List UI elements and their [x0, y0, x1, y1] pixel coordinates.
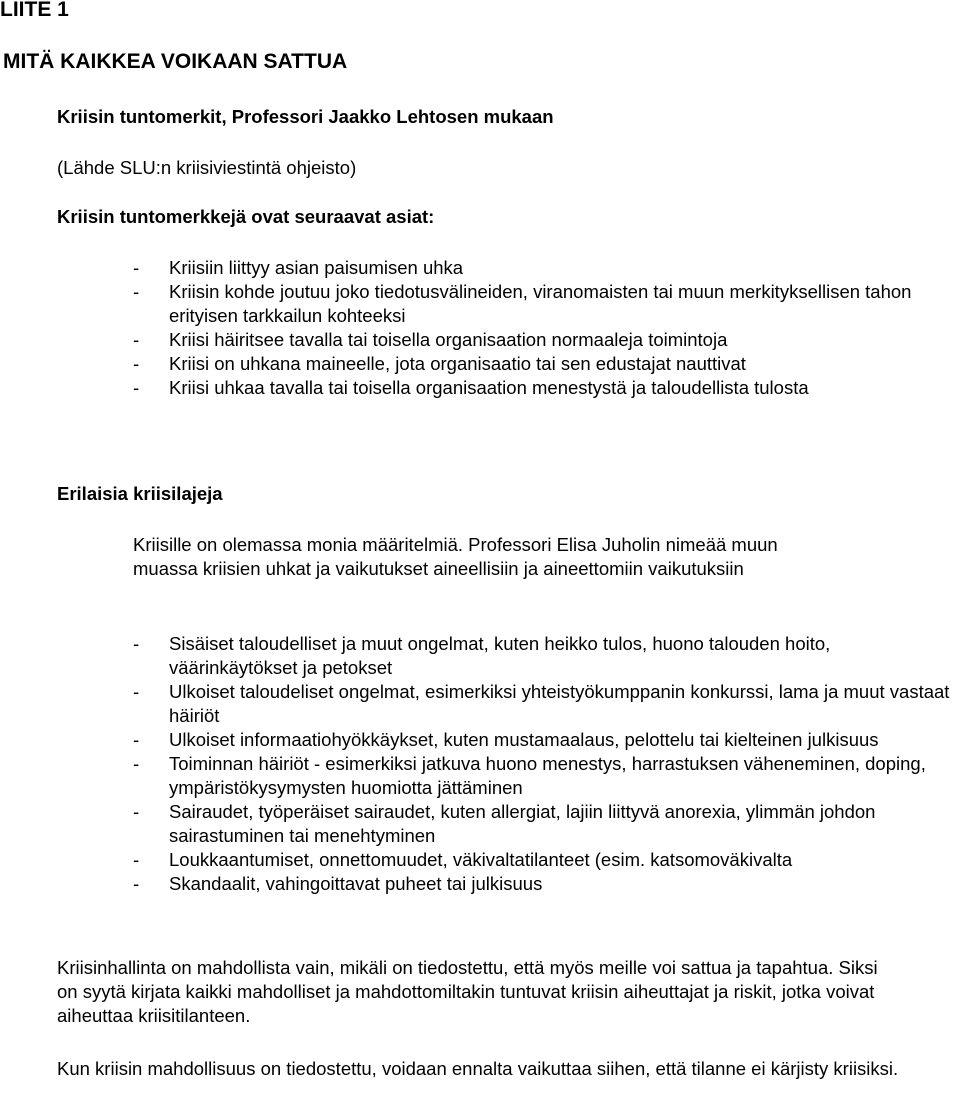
- list-item: - Kriisiin liittyy asian paisumisen uhka: [133, 256, 933, 280]
- list-item: - Skandaalit, vahingoittavat puheet tai julkisuus: [133, 872, 958, 896]
- list-item: - Toiminnan häiriöt - esimerkiksi jatkuva huono menestys, harrastuksen väheneminen, doping, ympäristökysymysten huomiotta jättäminen: [133, 752, 958, 800]
- crisis-types-list: [133, 632, 958, 896]
- list-item: - Kriisi uhkaa tavalla tai toisella organisaation menestystä ja taloudellista tulosta: [133, 376, 933, 400]
- list-item: - Sairaudet, työperäiset sairaudet, kuten allergiat, lajiin liittyvä anorexia, ylimmän johdon sairastuminen tai menehtyminen: [133, 800, 958, 848]
- list-item: - Kriisi häiritsee tavalla tai toisella organisaation normaaleja toimintoja: [133, 328, 933, 352]
- list-item: - Loukkaantumiset, onnettomuudet, väkivaltatilanteet (esim. katsomoväkivalta: [133, 848, 958, 872]
- appendix-label: LIITE 1: [0, 0, 69, 21]
- document-title: MITÄ KAIKKEA VOIKAAN SATTUA: [3, 50, 348, 73]
- list-item: - Ulkoiset taloudeliset ongelmat, esimerkiksi yhteistyökumppanin konkurssi, lama ja muut vastaat häiriöt: [133, 680, 958, 728]
- section-heading-crisis-types: Erilaisia kriisilajeja: [57, 483, 223, 504]
- crisis-types-intro-line-1: Kriisille on olemassa monia määritelmiä. Professori Elisa Juholin nimeää muun: [133, 534, 778, 555]
- source-note: (Lähde SLU:n kriisiviestintä ohjeisto): [57, 157, 357, 178]
- list-item: - Kriisin kohde joutuu joko tiedotusvälineiden, viranomaisten tai muun merkityksellisen tahon erityisen tarkkailun kohteeksi: [133, 280, 933, 328]
- crisis-types-intro-line-2: muassa kriisien uhkat ja vaikutukset aineellisiin ja aineettomiin vaikutuksiin: [133, 558, 744, 579]
- list-item: - Ulkoiset informaatiohyökkäykset, kuten mustamaalaus, pelottelu tai kielteinen julkisuus: [133, 728, 958, 752]
- crisis-signs-subheading: Kriisin tuntomerkkejä ovat seuraavat asiat:: [57, 206, 435, 227]
- crisis-awareness-paragraph: Kun kriisin mahdollisuus on tiedostettu, voidaan ennalta vaikuttaa siihen, että tilanne ei kärjisty kriisiksi.: [57, 1058, 899, 1079]
- list-item: - Sisäiset taloudelliset ja muut ongelmat, kuten heikko tulos, huono talouden hoito, väärinkäytökset ja petokset: [133, 632, 958, 680]
- crisis-signs-list: [133, 256, 933, 400]
- list-item: - Kriisi on uhkana maineelle, jota organisaatio tai sen edustajat nauttivat: [133, 352, 933, 376]
- crisis-management-paragraph: Kriisinhallinta on mahdollista vain, mikäli on tiedostettu, että myös meille voi sattua ja tapahtua. Siksi on syytä kirjata kaikki mahdolliset ja mahdottomiltakin tuntuvat kriisin aiheuttajat ja riskit, jotka voivat aiheuttaa kriisitilanteen.: [57, 957, 878, 1026]
- section-heading-crisis-signs: Kriisin tuntomerkit, Professori Jaakko Lehtosen mukaan: [57, 106, 554, 127]
